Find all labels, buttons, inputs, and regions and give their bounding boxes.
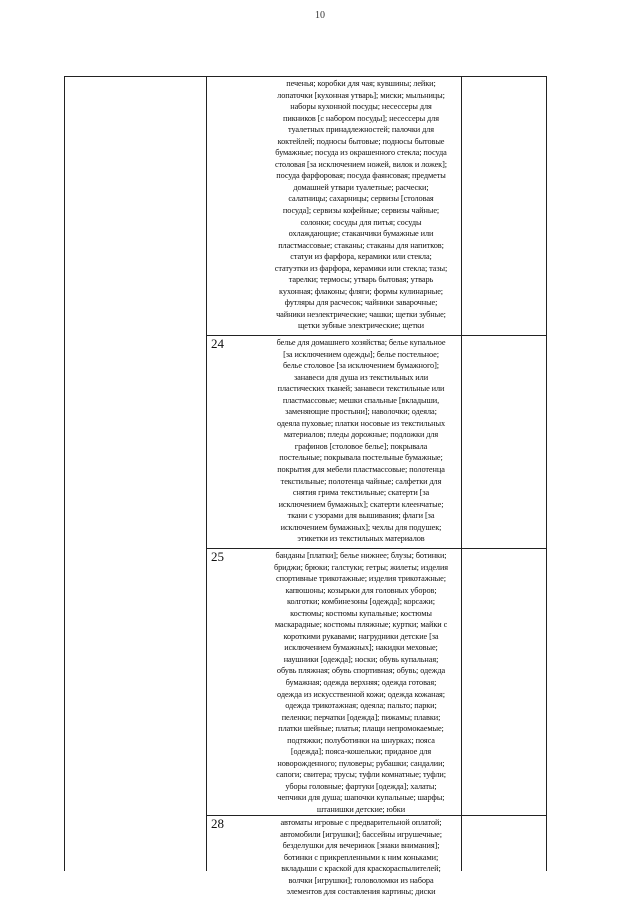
goods-list	[266, 550, 456, 816]
class-code: 25	[211, 549, 224, 564]
goods-line: посуда]; сервизы кофейные; сервизы чайные;	[282, 206, 440, 216]
goods-line: ботинки с прикрепленными к ним коньками;	[283, 852, 439, 862]
row-divider-25	[206, 548, 547, 549]
goods-line: сапоги; свитера; трусы; туфли комнатные; туфли;	[276, 770, 446, 780]
goods-line: вкладыши с краской для краскораспылителей;	[281, 864, 441, 874]
goods-line: статуэтки из фарфора, керамики или стекла; тазы;	[274, 263, 448, 273]
goods-line: салатницы; сахарницы; сервизы [столовая	[288, 194, 434, 204]
goods-line: платки шейные; платья; плащи непромокаемые;	[278, 724, 444, 734]
goods-line: лопаточки [кухонная утварь]; миски; мыльницы;	[277, 90, 445, 100]
goods-line: белье столовое [за исключением бумажного];	[283, 361, 439, 371]
goods-line: текстильные; полотенца чайные; салфетки для	[280, 476, 442, 486]
goods-line: ткани с узорами для вышивания; флаги [за	[287, 511, 435, 521]
page-number: 10	[315, 10, 325, 21]
goods-line: новорожденного; пуловеры; рубашки; сандалии;	[277, 758, 445, 768]
goods-line: столовая [за исключением ножей, вилок и ложек];	[275, 159, 447, 169]
goods-line: футляры для расчесок; чайники заварочные;	[284, 298, 438, 308]
goods-line: покрытия для мебели пластмассовые; полотенца	[277, 465, 445, 475]
goods-line: капюшоны; козырьки для головных уборов;	[285, 585, 437, 595]
goods-line: подтяжки; полуботинки на шнурках; пояса	[287, 735, 435, 745]
goods-line: исключением бумажных]; чехлы для подушек;	[280, 522, 442, 532]
goods-line: графинов [столовое белье]; покрывала	[294, 441, 428, 451]
goods-line: банданы [платки]; белье нижнее; блузы; ботинки;	[275, 551, 447, 560]
goods-line: короткими рукавами; нагрудники детские [за	[283, 631, 439, 641]
goods-list	[266, 817, 456, 898]
row-divider-24	[206, 335, 547, 336]
goods-line: элементов для составления картины; диски	[286, 887, 436, 897]
column-divider-2	[461, 76, 462, 871]
goods-line: волчки [игрушки]; головоломки из набора	[288, 875, 434, 885]
goods-line: бумажная; одежда верхняя; одежда готовая;	[285, 678, 437, 688]
goods-line: солонки; сосуды для питья; сосуды	[300, 217, 422, 227]
goods-line: пеленки; перчатки [одежда]; пижамы; плавки;	[281, 712, 441, 722]
goods-line: материалов; пледы дорожные; подложки для	[283, 430, 439, 440]
goods-line: туалетных принадлежностей; палочки для	[288, 125, 434, 135]
goods-line: одежда трикотажная; одеяла; пальто; парки;	[285, 701, 437, 711]
goods-line: этикетки из текстильных материалов	[297, 534, 425, 544]
goods-line: печенья; коробки для чая; кувшины; лейки;	[286, 79, 436, 88]
column-divider-1	[206, 76, 207, 871]
goods-line: наушники [одежда]; носки; обувь купальная;	[283, 654, 439, 664]
goods-line: уборы головные; фартуки [одежда]; халаты;	[285, 781, 437, 791]
table-border-right	[546, 76, 547, 871]
goods-line: одежда из искусственной кожи; одежда кожаная;	[277, 689, 445, 699]
goods-line: кухонная; флаконы; фляги; формы кулинарные;	[279, 286, 443, 296]
goods-line: обувь пляжная; обувь спортивная; обувь; одежда	[276, 666, 446, 676]
goods-line: автомобили [игрушки]; бассейны игрушечные;	[280, 829, 442, 839]
goods-line: чепчики для душа; шапочки купальные; шарфы;	[277, 793, 445, 803]
goods-line: пластмассовые; мешки спальные [вкладыши,	[282, 395, 440, 405]
class-code: 28	[211, 816, 224, 831]
goods-line: одеяла пуховые; платки носовые из текстильных	[276, 418, 445, 428]
goods-line: автоматы игровые с предварительной оплатой;	[280, 818, 442, 827]
goods-line: заменяющие простыни]; наволочки; одеяла;	[285, 407, 437, 417]
goods-line: белье для домашнего хозяйства; белье купальное	[276, 338, 446, 347]
goods-table	[64, 76, 547, 897]
goods-list	[266, 78, 456, 332]
goods-line: исключением бумажных]; накидки меховые;	[284, 643, 438, 653]
goods-line: занавеси для душа из текстильных или	[293, 372, 429, 382]
goods-line: бриджи; брюки; галстуки; гетры; жилеты; изделия	[273, 562, 449, 572]
goods-line: домашней утвари туалетные; расчески;	[293, 182, 429, 192]
goods-line: костюмы; костюмы купальные; костюмы	[290, 608, 432, 618]
goods-line: штанишки детские; юбки	[316, 805, 406, 815]
class-code: 24	[211, 336, 224, 351]
goods-line: наборы кухонной посуды; несессеры для	[290, 102, 432, 112]
goods-line: тарелки; термосы; утварь бытовая; утварь	[288, 275, 434, 285]
goods-line: охлаждающие; стаканчики бумажные или	[288, 229, 434, 239]
goods-line: пикников [с набором посуды]; несессеры для	[283, 113, 439, 123]
goods-line: [за исключением одежды]; белье постельное;	[283, 349, 439, 359]
goods-line: безделушки для вечеринок [знаки внимания];	[282, 841, 440, 851]
goods-line: бумажные; посуда из окрашенного стекла; посуда	[275, 148, 447, 158]
goods-line: колготки; комбинезоны [одежда]; корсажи;	[287, 597, 435, 607]
goods-line: снятия грима текстильные; скатерти [за	[292, 488, 430, 498]
goods-line: пластмассовые; стаканы; стаканы для напитков;	[278, 240, 444, 250]
goods-line: коктейлей; подносы бытовые; подносы бытовые	[277, 136, 445, 146]
goods-line: маскарадные; костюмы пляжные; куртки; майки с	[274, 620, 448, 630]
goods-line: постельные; покрывала постельные бумажные;	[279, 453, 443, 463]
goods-line: статуи из фарфора, керамики или стекла;	[290, 252, 432, 262]
goods-line: [одежда]; пояса-кошельки; приданое для	[290, 747, 432, 757]
goods-line: пластических тканей; занавеси текстильные или	[277, 384, 445, 394]
goods-line: чайники неэлектрические; чашки; щетки зубные;	[276, 309, 446, 319]
goods-line: щетки зубные электрические; щетки	[298, 321, 424, 331]
table-border-top	[64, 76, 547, 77]
table-border-left	[64, 76, 65, 871]
goods-line: спортивные трикотажные; изделия трикотажные;	[276, 574, 446, 584]
goods-line: посуда фарфоровая; посуда фаянсовая; предметы	[276, 171, 446, 181]
goods-list	[266, 337, 456, 545]
goods-line: исключением бумажных]; скатерти клеенчатые;	[278, 499, 444, 509]
